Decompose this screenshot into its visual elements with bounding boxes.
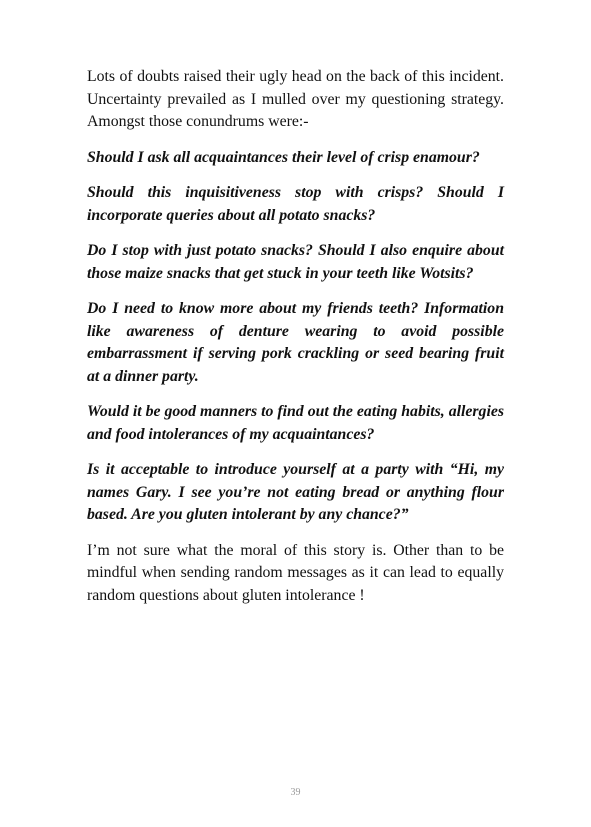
question-paragraph: Is it acceptable to introduce yourself at a party with “Hi, my names Gary. I see you’re not eating bread or anything flour based. Are you gluten intolerant by any chance?”	[87, 461, 504, 523]
question-paragraph: Should I ask all acquaintances their level of crisp enamour?	[87, 148, 480, 166]
question-paragraph: Should this inquisitiveness stop with crisps? Should I incorporate queries about all potato snacks?	[87, 184, 504, 224]
closing-paragraph: I’m not sure what the moral of this story is. Other than to be mindful when sending random messages as it can lead to equally random questions about gluten intolerance !	[87, 541, 504, 604]
intro-paragraph: Lots of doubts raised their ugly head on the back of this incident. Uncertainty prevailed as I mulled over my questioning strategy. Amongst those conundrums were:-	[87, 68, 504, 130]
page-body	[87, 66, 504, 607]
question-paragraph: Would it be good manners to find out the eating habits, allergies and food intolerances of my acquaintances?	[87, 403, 504, 443]
question-paragraph: Do I stop with just potato snacks? Should I also enquire about those maize snacks that get stuck in your teeth like Wotsits?	[87, 242, 504, 282]
page-number: 39	[290, 787, 301, 798]
question-paragraph: Do I need to know more about my friends teeth? Information like awareness of denture wearing to avoid possible embarrassment if serving pork crackling or seed bearing fruit at a dinner party.	[87, 300, 504, 385]
